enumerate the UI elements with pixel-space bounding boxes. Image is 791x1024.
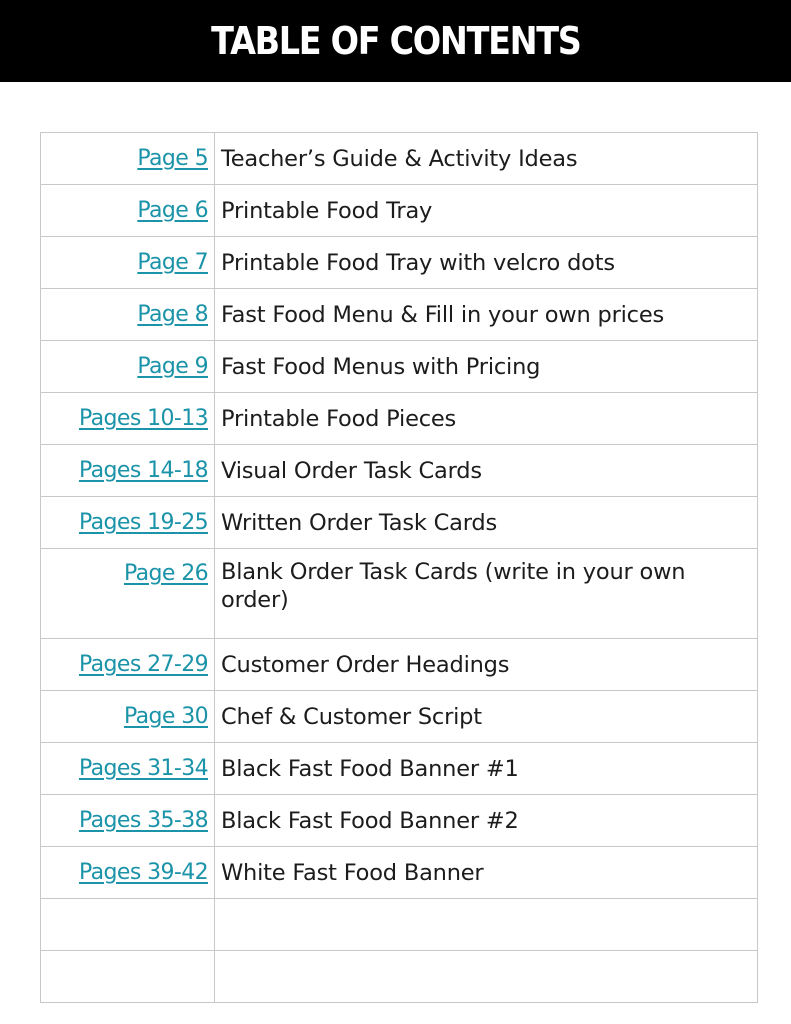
table-row <box>41 743 758 795</box>
page-link[interactable]: Page 5 <box>137 146 208 171</box>
table-row <box>41 639 758 691</box>
table-row-empty <box>41 951 758 1003</box>
description-text: Black Fast Food Banner #1 <box>221 755 519 782</box>
page-link[interactable]: Page 30 <box>123 704 208 729</box>
page-cell <box>41 847 215 899</box>
table-row <box>41 795 758 847</box>
table-row <box>41 185 758 237</box>
description-cell <box>215 497 758 549</box>
table-row <box>41 289 758 341</box>
page-cell <box>41 393 215 445</box>
page-link[interactable]: Page 7 <box>137 250 208 275</box>
page-cell <box>41 289 215 341</box>
table-row <box>41 691 758 743</box>
table-row <box>41 237 758 289</box>
description-text: Fast Food Menu & Fill in your own prices <box>221 301 665 328</box>
description-text: Fast Food Menus with Pricing <box>221 353 541 380</box>
table-row <box>41 497 758 549</box>
page-cell <box>41 549 215 639</box>
description-text: Teacher’s Guide & Activity Ideas <box>221 145 578 172</box>
page-cell <box>41 639 215 691</box>
description-cell <box>215 289 758 341</box>
page-link[interactable]: Pages 19-25 <box>78 510 208 535</box>
page-cell <box>41 899 215 951</box>
page-title: TABLE OF CONTENTS <box>210 19 581 63</box>
description-text: Black Fast Food Banner #2 <box>221 807 519 834</box>
description-cell <box>215 445 758 497</box>
table-row <box>41 445 758 497</box>
description-text: Visual Order Task Cards <box>221 457 482 484</box>
page-link[interactable]: Page 26 <box>123 561 208 586</box>
page-link[interactable]: Pages 27-29 <box>78 652 208 677</box>
description-cell <box>215 743 758 795</box>
page-cell <box>41 795 215 847</box>
page-link[interactable]: Pages 31-34 <box>78 756 208 781</box>
description-text: White Fast Food Banner <box>221 859 484 886</box>
page-link[interactable]: Page 9 <box>137 354 208 379</box>
description-cell <box>215 133 758 185</box>
page-link[interactable]: Pages 35-38 <box>78 808 208 833</box>
page-cell <box>41 341 215 393</box>
description-cell <box>215 847 758 899</box>
page-cell <box>41 445 215 497</box>
description-text: Printable Food Tray <box>221 197 433 224</box>
page-cell <box>41 743 215 795</box>
table-of-contents <box>40 132 758 1003</box>
page-link[interactable]: Pages 14-18 <box>78 458 208 483</box>
table-row <box>41 133 758 185</box>
description-text: Written Order Task Cards <box>221 509 497 536</box>
description-cell <box>215 393 758 445</box>
table-row <box>41 549 758 639</box>
page-cell <box>41 185 215 237</box>
description-cell <box>215 237 758 289</box>
description-cell <box>215 185 758 237</box>
page-link[interactable]: Page 6 <box>137 198 208 223</box>
table-row <box>41 341 758 393</box>
page-link[interactable]: Pages 10-13 <box>78 406 208 431</box>
table-row <box>41 847 758 899</box>
page-cell <box>41 691 215 743</box>
description-text: Blank Order Task Cards (write in your own order) <box>221 559 686 613</box>
header-banner <box>0 0 791 82</box>
description-cell <box>215 899 758 951</box>
description-cell <box>215 795 758 847</box>
table-row-empty <box>41 899 758 951</box>
page-link[interactable]: Pages 39-42 <box>78 860 208 885</box>
description-cell <box>215 951 758 1003</box>
description-text: Printable Food Pieces <box>221 405 457 432</box>
description-cell <box>215 549 758 639</box>
description-cell <box>215 341 758 393</box>
table-row <box>41 393 758 445</box>
page-link[interactable]: Page 8 <box>137 302 208 327</box>
page-cell <box>41 497 215 549</box>
page-cell <box>41 237 215 289</box>
description-text: Printable Food Tray with velcro dots <box>221 249 615 276</box>
description-cell <box>215 691 758 743</box>
page-cell <box>41 951 215 1003</box>
description-text: Customer Order Headings <box>221 651 510 678</box>
page-cell <box>41 133 215 185</box>
description-text: Chef & Customer Script <box>221 703 482 730</box>
description-cell <box>215 639 758 691</box>
